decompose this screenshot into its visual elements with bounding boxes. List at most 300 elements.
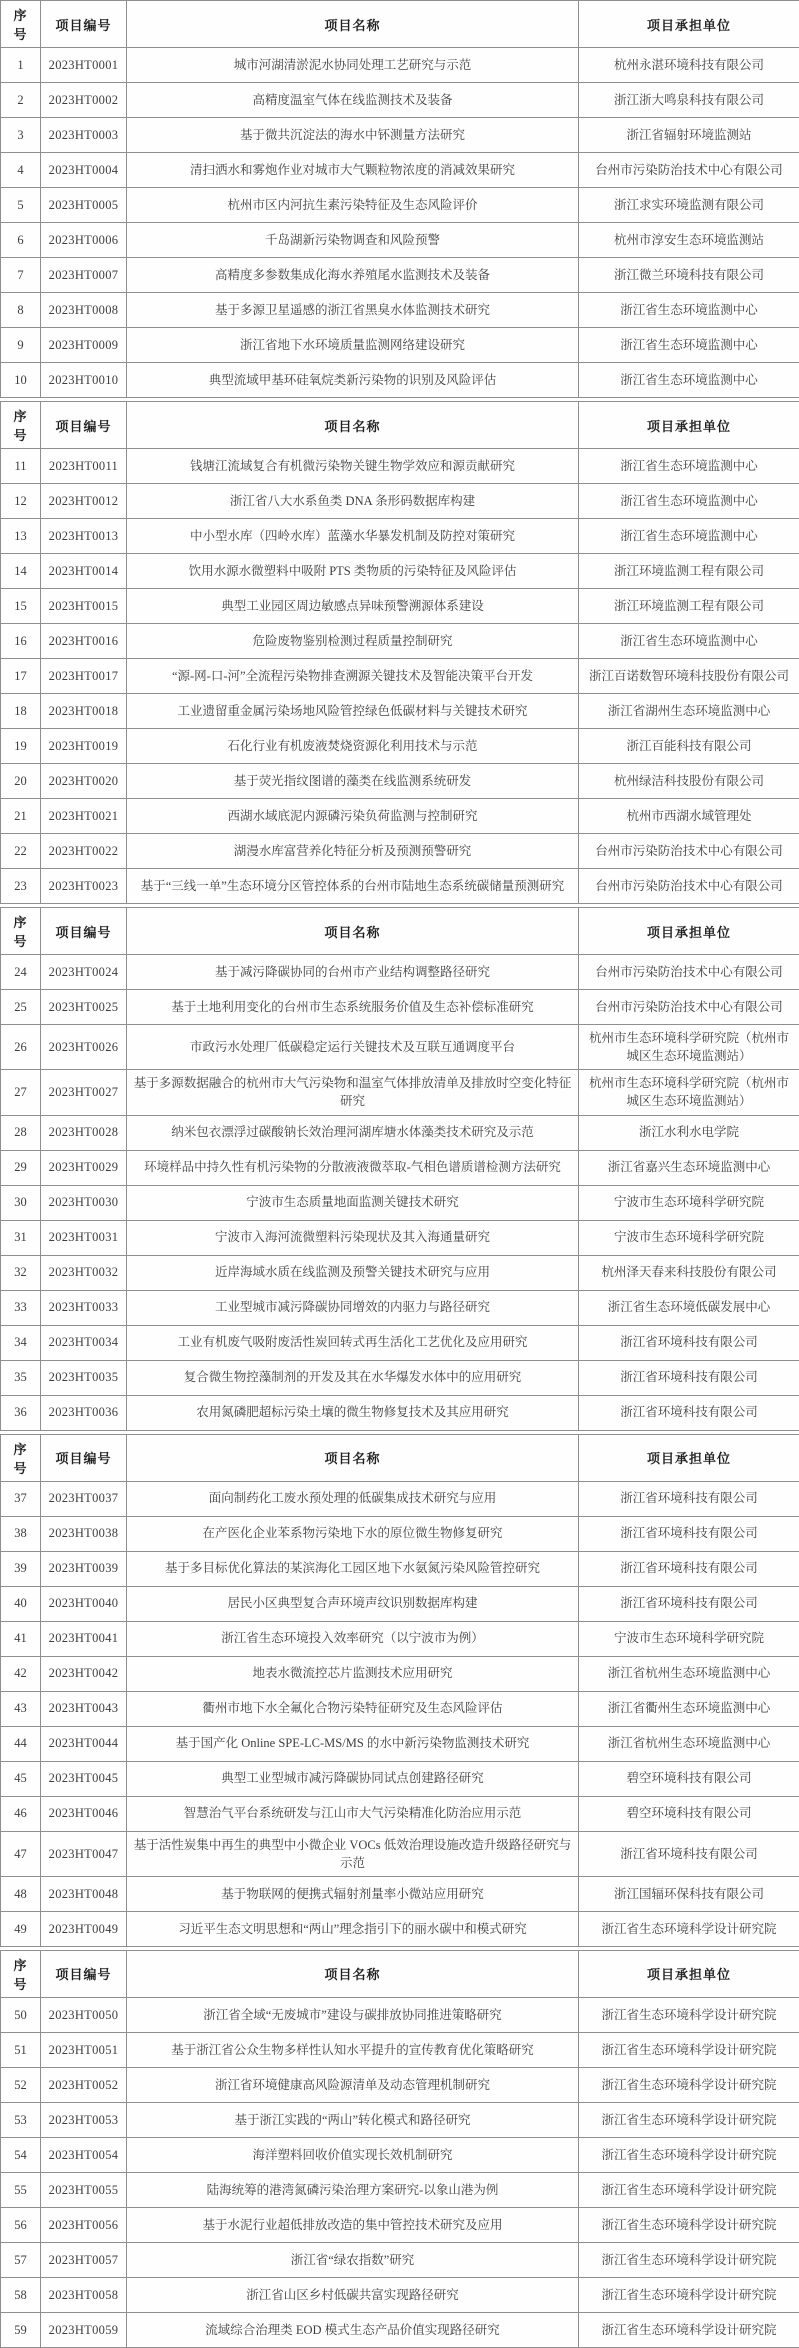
project-unit-cell: 浙江省生态环境科学设计研究院: [579, 2207, 799, 2242]
project-name-cell: 城市河湖清淤泥水协同处理工艺研究与示范: [127, 48, 579, 83]
row-index-cell: 59: [1, 2312, 41, 2347]
row-index-cell: 36: [1, 1395, 41, 1430]
project-unit-cell: 浙江浙大鸣泉科技有限公司: [579, 83, 799, 118]
column-header-project-name: 项目名称: [127, 402, 579, 449]
project-code-cell: 2023HT0005: [41, 188, 127, 223]
project-code-cell: 2023HT0054: [41, 2137, 127, 2172]
project-unit-cell: 台州市污染防治技术中心有限公司: [579, 834, 799, 869]
table-row: [1, 1586, 799, 1621]
row-index-cell: 27: [1, 1070, 41, 1115]
project-code-cell: 2023HT0030: [41, 1185, 127, 1220]
project-code-cell: 2023HT0008: [41, 293, 127, 328]
project-code-cell: 2023HT0039: [41, 1551, 127, 1586]
table-row: [1, 1876, 799, 1911]
row-index-cell: 57: [1, 2242, 41, 2277]
project-name-cell: 基于多源数据融合的杭州市大气污染物和温室气体排放清单及排放时空变化特征研究: [127, 1070, 579, 1115]
row-index-cell: 21: [1, 799, 41, 834]
table-row: [1, 449, 799, 484]
project-name-cell: 面向制药化工废水预处理的低碳集成技术研究与应用: [127, 1481, 579, 1516]
column-header-project-unit: 项目承担单位: [579, 1434, 799, 1481]
project-unit-cell: 杭州永湛环境科技有限公司: [579, 48, 799, 83]
project-name-cell: 工业遗留重金属污染场地风险管控绿色低碳材料与关键技术研究: [127, 694, 579, 729]
project-code-cell: 2023HT0016: [41, 624, 127, 659]
project-name-cell: 智慧治气平台系统研发与江山市大气污染精准化防治应用示范: [127, 1796, 579, 1831]
project-code-cell: 2023HT0048: [41, 1876, 127, 1911]
row-index-cell: 37: [1, 1481, 41, 1516]
table-row: [1, 2172, 799, 2207]
project-unit-cell: 浙江百能科技有限公司: [579, 729, 799, 764]
row-index-cell: 38: [1, 1516, 41, 1551]
row-index-cell: 23: [1, 869, 41, 904]
row-index-cell: 14: [1, 554, 41, 589]
table-row: [1, 1360, 799, 1395]
project-name-cell: 农用氮磷肥超标污染土壤的微生物修复技术及其应用研究: [127, 1395, 579, 1430]
row-index-cell: 35: [1, 1360, 41, 1395]
row-index-cell: 15: [1, 589, 41, 624]
project-code-cell: 2023HT0052: [41, 2067, 127, 2102]
table-row: [1, 2102, 799, 2137]
project-unit-cell: 浙江省生态环境监测中心: [579, 328, 799, 363]
project-code-cell: 2023HT0021: [41, 799, 127, 834]
table-row: [1, 153, 799, 188]
project-code-cell: 2023HT0056: [41, 2207, 127, 2242]
project-unit-cell: 浙江省生态环境监测中心: [579, 449, 799, 484]
project-code-cell: 2023HT0057: [41, 2242, 127, 2277]
table-row: [1, 1150, 799, 1185]
project-name-cell: 宁波市入海河流微塑料污染现状及其入海通量研究: [127, 1220, 579, 1255]
project-name-cell: 千岛湖新污染物调查和风险预警: [127, 223, 579, 258]
project-unit-cell: 浙江省生态环境科学设计研究院: [579, 2102, 799, 2137]
table-row: [1, 1831, 799, 1876]
project-name-cell: 基于国产化 Online SPE-LC-MS/MS 的水中新污染物监测技术研究: [127, 1726, 579, 1761]
row-index-cell: 12: [1, 484, 41, 519]
project-name-cell: 典型工业园区周边敏感点异味预警溯源体系建设: [127, 589, 579, 624]
project-name-cell: 浙江省生态环境投入效率研究（以宁波市为例）: [127, 1621, 579, 1656]
project-name-cell: 在产医化企业苯系物污染地下水的原位微生物修复研究: [127, 1516, 579, 1551]
project-name-cell: 海洋塑料回收价值实现长效机制研究: [127, 2137, 579, 2172]
column-header-index: 序号: [1, 1, 41, 48]
table-row: [1, 519, 799, 554]
project-name-cell: 基于荧光指纹图谱的藻类在线监测系统研发: [127, 764, 579, 799]
table-row: [1, 799, 799, 834]
row-index-cell: 13: [1, 519, 41, 554]
project-code-cell: 2023HT0036: [41, 1395, 127, 1430]
row-index-cell: 47: [1, 1831, 41, 1876]
row-index-cell: 54: [1, 2137, 41, 2172]
project-unit-cell: 浙江省环境科技有限公司: [579, 1831, 799, 1876]
project-code-cell: 2023HT0035: [41, 1360, 127, 1395]
header-row: [1, 1, 799, 48]
row-index-cell: 10: [1, 363, 41, 398]
header-row: [1, 908, 799, 955]
row-index-cell: 20: [1, 764, 41, 799]
project-name-cell: 浙江省山区乡村低碳共富实现路径研究: [127, 2277, 579, 2312]
project-code-cell: 2023HT0033: [41, 1290, 127, 1325]
project-unit-cell: 浙江省生态环境科学设计研究院: [579, 2137, 799, 2172]
project-name-cell: 居民小区典型复合声环境声纹识别数据库构建: [127, 1586, 579, 1621]
table-row: [1, 589, 799, 624]
project-code-cell: 2023HT0053: [41, 2102, 127, 2137]
row-index-cell: 29: [1, 1150, 41, 1185]
table-row: [1, 48, 799, 83]
project-name-cell: 环境样品中持久性有机污染物的分散液液微萃取-气相色谱质谱检测方法研究: [127, 1150, 579, 1185]
project-unit-cell: 宁波市生态环境科学研究院: [579, 1220, 799, 1255]
project-name-cell: 高精度多参数集成化海水养殖尾水监测技术及装备: [127, 258, 579, 293]
table-row: [1, 188, 799, 223]
table-row: [1, 1761, 799, 1796]
row-index-cell: 5: [1, 188, 41, 223]
project-code-cell: 2023HT0025: [41, 990, 127, 1025]
project-name-cell: 宁波市生态质量地面监测关键技术研究: [127, 1185, 579, 1220]
project-unit-cell: 台州市污染防治技术中心有限公司: [579, 869, 799, 904]
header-row: [1, 1950, 799, 1997]
project-name-cell: 浙江省八大水系鱼类 DNA 条形码数据库构建: [127, 484, 579, 519]
project-code-cell: 2023HT0058: [41, 2277, 127, 2312]
header-row: [1, 402, 799, 449]
project-code-cell: 2023HT0042: [41, 1656, 127, 1691]
project-unit-cell: 浙江省环境科技有限公司: [579, 1325, 799, 1360]
project-name-cell: 浙江省“绿农指数”研究: [127, 2242, 579, 2277]
column-header-project-unit: 项目承担单位: [579, 1, 799, 48]
project-unit-cell: 台州市污染防治技术中心有限公司: [579, 990, 799, 1025]
project-code-cell: 2023HT0059: [41, 2312, 127, 2347]
header-row: [1, 1434, 799, 1481]
project-name-cell: 纳米包衣漂浮过碳酸钠长效治理河湖库塘水体藻类技术研究及示范: [127, 1115, 579, 1150]
project-code-cell: 2023HT0023: [41, 869, 127, 904]
project-code-cell: 2023HT0049: [41, 1911, 127, 1946]
project-code-cell: 2023HT0001: [41, 48, 127, 83]
project-name-cell: 西湖水域底泥内源磷污染负荷监测与控制研究: [127, 799, 579, 834]
project-code-cell: 2023HT0045: [41, 1761, 127, 1796]
project-unit-cell: 杭州市淳安生态环境监测站: [579, 223, 799, 258]
project-unit-cell: 浙江省环境科技有限公司: [579, 1551, 799, 1586]
project-unit-cell: 浙江省生态环境监测中心: [579, 519, 799, 554]
project-unit-cell: 浙江省生态环境低碳发展中心: [579, 1290, 799, 1325]
project-unit-cell: 浙江省环境科技有限公司: [579, 1395, 799, 1430]
column-header-index: 序号: [1, 1434, 41, 1481]
project-unit-cell: 浙江省环境科技有限公司: [579, 1360, 799, 1395]
project-code-cell: 2023HT0032: [41, 1255, 127, 1290]
project-unit-cell: 浙江省生态环境科学设计研究院: [579, 2172, 799, 2207]
project-code-cell: 2023HT0047: [41, 1831, 127, 1876]
table-row: [1, 1070, 799, 1115]
row-index-cell: 3: [1, 118, 41, 153]
project-name-cell: 清扫洒水和雾炮作业对城市大气颗粒物浓度的消减效果研究: [127, 153, 579, 188]
project-name-cell: 中小型水库（四岭水库）蓝藻水华暴发机制及防控对策研究: [127, 519, 579, 554]
row-index-cell: 51: [1, 2032, 41, 2067]
project-name-cell: 近岸海域水质在线监测及预警关键技术研究与应用: [127, 1255, 579, 1290]
project-code-cell: 2023HT0003: [41, 118, 127, 153]
project-name-cell: 杭州市区内河抗生素污染特征及生态风险评价: [127, 188, 579, 223]
project-code-cell: 2023HT0046: [41, 1796, 127, 1831]
project-name-cell: 典型流域甲基环硅氧烷类新污染物的识别及风险评估: [127, 363, 579, 398]
table-row: [1, 1395, 799, 1430]
table-row: [1, 2277, 799, 2312]
project-unit-cell: 浙江省环境科技有限公司: [579, 1481, 799, 1516]
project-code-cell: 2023HT0028: [41, 1115, 127, 1150]
table-section: [0, 401, 799, 904]
project-unit-cell: 宁波市生态环境科学研究院: [579, 1621, 799, 1656]
row-index-cell: 42: [1, 1656, 41, 1691]
project-code-cell: 2023HT0006: [41, 223, 127, 258]
project-name-cell: 工业型城市减污降碳协同增效的内驱力与路径研究: [127, 1290, 579, 1325]
project-code-cell: 2023HT0010: [41, 363, 127, 398]
project-unit-cell: 浙江环境监测工程有限公司: [579, 554, 799, 589]
project-unit-cell: 浙江省生态环境科学设计研究院: [579, 2067, 799, 2102]
project-name-cell: 流域综合治理类 EOD 模式生态产品价值实现路径研究: [127, 2312, 579, 2347]
row-index-cell: 16: [1, 624, 41, 659]
table-row: [1, 764, 799, 799]
row-index-cell: 41: [1, 1621, 41, 1656]
project-name-cell: 浙江省环境健康高风险源清单及动态管理机制研究: [127, 2067, 579, 2102]
table-row: [1, 955, 799, 990]
table-row: [1, 1185, 799, 1220]
row-index-cell: 52: [1, 2067, 41, 2102]
project-name-cell: 复合微生物控藻制剂的开发及其在水华爆发水体中的应用研究: [127, 1360, 579, 1395]
project-name-cell: 典型工业型城市减污降碳协同试点创建路径研究: [127, 1761, 579, 1796]
project-code-cell: 2023HT0038: [41, 1516, 127, 1551]
column-header-project-name: 项目名称: [127, 908, 579, 955]
table-row: [1, 1911, 799, 1946]
table-row: [1, 223, 799, 258]
project-code-cell: 2023HT0007: [41, 258, 127, 293]
row-index-cell: 1: [1, 48, 41, 83]
project-code-cell: 2023HT0041: [41, 1621, 127, 1656]
project-name-cell: 危险废物鉴别检测过程质量控制研究: [127, 624, 579, 659]
project-unit-cell: 浙江百诺数智环境科技股份有限公司: [579, 659, 799, 694]
project-code-cell: 2023HT0027: [41, 1070, 127, 1115]
project-unit-cell: 碧空环境科技有限公司: [579, 1796, 799, 1831]
project-code-cell: 2023HT0020: [41, 764, 127, 799]
column-header-project-name: 项目名称: [127, 1, 579, 48]
column-header-project-unit: 项目承担单位: [579, 1950, 799, 1997]
project-code-cell: 2023HT0018: [41, 694, 127, 729]
project-name-cell: 地表水微流控芯片监测技术应用研究: [127, 1656, 579, 1691]
column-header-project-name: 项目名称: [127, 1950, 579, 1997]
row-index-cell: 18: [1, 694, 41, 729]
project-name-cell: 基于“三线一单”生态环境分区管控体系的台州市陆地生态系统碳储量预测研究: [127, 869, 579, 904]
project-unit-cell: 浙江省杭州生态环境监测中心: [579, 1726, 799, 1761]
column-header-project-code: 项目编号: [41, 402, 127, 449]
project-code-cell: 2023HT0055: [41, 2172, 127, 2207]
project-name-cell: 湖漫水库富营养化特征分析及预测预警研究: [127, 834, 579, 869]
project-name-cell: 基于浙江实践的“两山”转化模式和路径研究: [127, 2102, 579, 2137]
project-unit-cell: 浙江省杭州生态环境监测中心: [579, 1656, 799, 1691]
table-row: [1, 1481, 799, 1516]
table-row: [1, 1115, 799, 1150]
row-index-cell: 45: [1, 1761, 41, 1796]
project-code-cell: 2023HT0017: [41, 659, 127, 694]
project-code-cell: 2023HT0002: [41, 83, 127, 118]
project-unit-cell: 浙江省生态环境科学设计研究院: [579, 2312, 799, 2347]
project-unit-cell: 杭州泽天春来科技股份有限公司: [579, 1255, 799, 1290]
project-unit-cell: 浙江省生态环境科学设计研究院: [579, 1911, 799, 1946]
project-name-cell: 高精度温室气体在线监测技术及装备: [127, 83, 579, 118]
table-row: [1, 2242, 799, 2277]
table-row: [1, 1255, 799, 1290]
table-row: [1, 1726, 799, 1761]
table-row: [1, 2137, 799, 2172]
project-unit-cell: 碧空环境科技有限公司: [579, 1761, 799, 1796]
project-name-cell: 工业有机废气吸附废活性炭回转式再生活化工艺优化及应用研究: [127, 1325, 579, 1360]
row-index-cell: 34: [1, 1325, 41, 1360]
project-unit-cell: 浙江省生态环境监测中心: [579, 293, 799, 328]
project-code-cell: 2023HT0043: [41, 1691, 127, 1726]
table-row: [1, 363, 799, 398]
project-unit-cell: 浙江省湖州生态环境监测中心: [579, 694, 799, 729]
project-code-cell: 2023HT0022: [41, 834, 127, 869]
project-name-cell: 基于物联网的便携式辐射剂量率小微站应用研究: [127, 1876, 579, 1911]
project-unit-cell: 浙江省生态环境监测中心: [579, 624, 799, 659]
project-unit-cell: 浙江省衢州生态环境监测中心: [579, 1691, 799, 1726]
column-header-project-unit: 项目承担单位: [579, 908, 799, 955]
row-index-cell: 7: [1, 258, 41, 293]
table-row: [1, 554, 799, 589]
project-name-cell: 钱塘江流域复合有机微污染物关键生物学效应和源贡献研究: [127, 449, 579, 484]
row-index-cell: 33: [1, 1290, 41, 1325]
table-row: [1, 659, 799, 694]
row-index-cell: 22: [1, 834, 41, 869]
row-index-cell: 11: [1, 449, 41, 484]
row-index-cell: 19: [1, 729, 41, 764]
project-name-cell: 浙江省地下水环境质量监测网络建设研究: [127, 328, 579, 363]
project-unit-cell: 浙江水利水电学院: [579, 1115, 799, 1150]
project-name-cell: 饮用水源水微塑料中吸附 PTS 类物质的污染特征及风险评估: [127, 554, 579, 589]
project-code-cell: 2023HT0037: [41, 1481, 127, 1516]
row-index-cell: 31: [1, 1220, 41, 1255]
row-index-cell: 32: [1, 1255, 41, 1290]
project-name-cell: 基于浙江省公众生物多样性认知水平提升的宣传教育优化策略研究: [127, 2032, 579, 2067]
table-row: [1, 293, 799, 328]
column-header-index: 序号: [1, 402, 41, 449]
table-row: [1, 1656, 799, 1691]
row-index-cell: 48: [1, 1876, 41, 1911]
project-unit-cell: 杭州市生态环境科学研究院（杭州市城区生态环境监测站）: [579, 1070, 799, 1115]
table-row: [1, 1220, 799, 1255]
project-name-cell: 基于土地利用变化的台州市生态系统服务价值及生态补偿标准研究: [127, 990, 579, 1025]
row-index-cell: 43: [1, 1691, 41, 1726]
row-index-cell: 40: [1, 1586, 41, 1621]
project-code-cell: 2023HT0031: [41, 1220, 127, 1255]
project-unit-cell: 浙江微兰环境科技有限公司: [579, 258, 799, 293]
row-index-cell: 55: [1, 2172, 41, 2207]
table-row: [1, 729, 799, 764]
project-name-cell: 基于多目标优化算法的某滨海化工园区地下水氨氮污染风险管控研究: [127, 1551, 579, 1586]
table-row: [1, 1516, 799, 1551]
row-index-cell: 44: [1, 1726, 41, 1761]
column-header-project-code: 项目编号: [41, 908, 127, 955]
column-header-project-name: 项目名称: [127, 1434, 579, 1481]
column-header-index: 序号: [1, 1950, 41, 1997]
project-code-cell: 2023HT0040: [41, 1586, 127, 1621]
table-row: [1, 694, 799, 729]
project-unit-cell: 浙江省辐射环境监测站: [579, 118, 799, 153]
project-code-cell: 2023HT0050: [41, 1997, 127, 2032]
project-unit-cell: 浙江省生态环境监测中心: [579, 484, 799, 519]
project-name-cell: 基于水泥行业超低排放改造的集中管控技术研究及应用: [127, 2207, 579, 2242]
column-header-project-unit: 项目承担单位: [579, 402, 799, 449]
row-index-cell: 39: [1, 1551, 41, 1586]
table-row: [1, 834, 799, 869]
project-unit-cell: 浙江求实环境监测有限公司: [579, 188, 799, 223]
project-name-cell: 基于微共沉淀法的海水中钚测量方法研究: [127, 118, 579, 153]
project-code-cell: 2023HT0034: [41, 1325, 127, 1360]
project-unit-cell: 浙江省嘉兴生态环境监测中心: [579, 1150, 799, 1185]
project-name-cell: 习近平生态文明思想和“两山”理念指引下的丽水碳中和模式研究: [127, 1911, 579, 1946]
project-name-cell: 基于减污降碳协同的台州市产业结构调整路径研究: [127, 955, 579, 990]
project-unit-cell: 浙江国辐环保科技有限公司: [579, 1876, 799, 1911]
table-row: [1, 2207, 799, 2242]
project-code-cell: 2023HT0029: [41, 1150, 127, 1185]
project-code-cell: 2023HT0013: [41, 519, 127, 554]
table-row: [1, 1290, 799, 1325]
row-index-cell: 30: [1, 1185, 41, 1220]
table-row: [1, 869, 799, 904]
project-name-cell: 浙江省全域“无废城市”建设与碳排放协同推进策略研究: [127, 1997, 579, 2032]
row-index-cell: 28: [1, 1115, 41, 1150]
project-name-cell: 陆海统筹的港湾氮磷污染治理方案研究-以象山港为例: [127, 2172, 579, 2207]
column-header-project-code: 项目编号: [41, 1434, 127, 1481]
table-row: [1, 258, 799, 293]
project-unit-cell: 杭州市西湖水域管理处: [579, 799, 799, 834]
row-index-cell: 6: [1, 223, 41, 258]
project-code-cell: 2023HT0044: [41, 1726, 127, 1761]
project-name-cell: 衢州市地下水全氟化合物污染特征研究及生态风险评估: [127, 1691, 579, 1726]
row-index-cell: 46: [1, 1796, 41, 1831]
row-index-cell: 8: [1, 293, 41, 328]
project-code-cell: 2023HT0051: [41, 2032, 127, 2067]
row-index-cell: 50: [1, 1997, 41, 2032]
project-unit-cell: 浙江省环境科技有限公司: [579, 1586, 799, 1621]
project-code-cell: 2023HT0011: [41, 449, 127, 484]
project-code-cell: 2023HT0012: [41, 484, 127, 519]
project-unit-cell: 浙江省生态环境监测中心: [579, 363, 799, 398]
column-header-index: 序号: [1, 908, 41, 955]
table-section: [0, 0, 799, 398]
project-unit-cell: 浙江环境监测工程有限公司: [579, 589, 799, 624]
project-name-cell: “源-网-口-河”全流程污染物排查溯源关键技术及智能决策平台开发: [127, 659, 579, 694]
table-row: [1, 1691, 799, 1726]
row-index-cell: 53: [1, 2102, 41, 2137]
column-header-project-code: 项目编号: [41, 1950, 127, 1997]
column-header-project-code: 项目编号: [41, 1, 127, 48]
row-index-cell: 58: [1, 2277, 41, 2312]
table-row: [1, 1551, 799, 1586]
table-row: [1, 118, 799, 153]
project-unit-cell: 浙江省生态环境科学设计研究院: [579, 2277, 799, 2312]
project-unit-cell: 宁波市生态环境科学研究院: [579, 1185, 799, 1220]
table-section: [0, 1950, 799, 2348]
row-index-cell: 2: [1, 83, 41, 118]
table-row: [1, 328, 799, 363]
project-name-cell: 石化行业有机废液焚烧资源化利用技术与示范: [127, 729, 579, 764]
table-row: [1, 1325, 799, 1360]
table-section: [0, 1434, 799, 1947]
table-row: [1, 484, 799, 519]
project-name-cell: 基于活性炭集中再生的典型中小微企业 VOCs 低效治理设施改造升级路径研究与示范: [127, 1831, 579, 1876]
row-index-cell: 24: [1, 955, 41, 990]
table-row: [1, 1621, 799, 1656]
project-name-cell: 基于多源卫星遥感的浙江省黑臭水体监测技术研究: [127, 293, 579, 328]
project-code-cell: 2023HT0026: [41, 1025, 127, 1070]
table-row: [1, 2032, 799, 2067]
project-unit-cell: 浙江省环境科技有限公司: [579, 1516, 799, 1551]
table-row: [1, 624, 799, 659]
project-code-cell: 2023HT0004: [41, 153, 127, 188]
project-unit-cell: 杭州绿洁科技股份有限公司: [579, 764, 799, 799]
row-index-cell: 56: [1, 2207, 41, 2242]
project-unit-cell: 台州市污染防治技术中心有限公司: [579, 153, 799, 188]
